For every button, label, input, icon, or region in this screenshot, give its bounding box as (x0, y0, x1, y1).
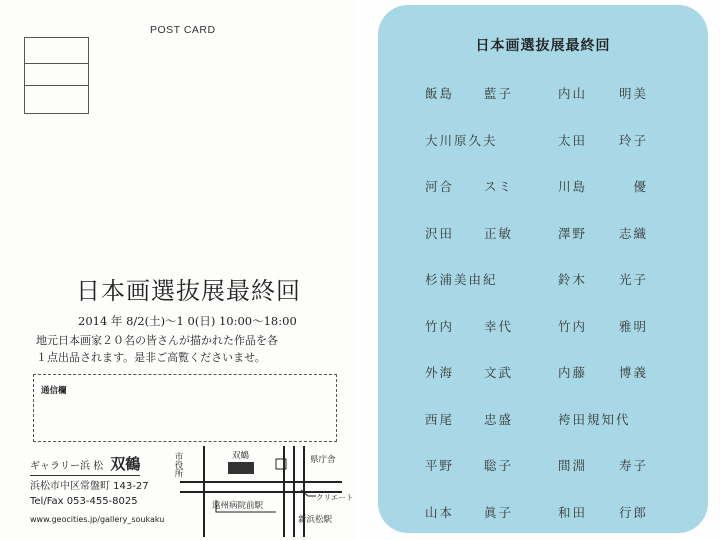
participant-given-name: 行郎 (618, 504, 648, 520)
participant-name (425, 363, 513, 381)
gallery-tel-fax: Tel/Fax 053-455-8025 (30, 495, 138, 507)
participant-given-name: 寿子 (618, 458, 648, 473)
access-map (173, 442, 354, 537)
participant-family-name: 内藤 (558, 365, 588, 380)
participant-name (558, 503, 648, 521)
participant-name (558, 131, 648, 149)
exhibition-dates: 2014 年 8/2(土)〜1 0(日) 10:00〜18:00 (78, 314, 297, 328)
participant-given-name: 明美 (618, 86, 648, 101)
gallery-marker (228, 462, 254, 474)
postal-code-box (24, 37, 89, 114)
description-line: １点出品されます。是非ご高覧くださいませ。 (36, 351, 266, 364)
participant-name (425, 224, 513, 242)
participant-given-name: 雅明 (618, 318, 648, 334)
map-label-soukaku: 双鶴 (232, 451, 250, 461)
map-label-station: 遠州病院前駅 (212, 501, 264, 511)
gallery-contact (30, 480, 149, 509)
participant-name (425, 84, 513, 102)
participant-given-name: 博義 (618, 365, 648, 380)
gallery-brand: 双鶴 (110, 455, 141, 473)
participant-name (558, 177, 648, 195)
participant-family-name: 竹内 (425, 318, 455, 334)
exhibition-description (36, 332, 336, 366)
participants-title: 日本画選抜展最終回 (475, 38, 611, 54)
map-label-create: クリエート (316, 493, 354, 502)
participant-name (425, 270, 513, 288)
map-label-pref-office: 県庁舎 (310, 455, 336, 465)
participant-family-name: 竹内 (558, 318, 588, 334)
participant-family-name: 鈴木 (558, 272, 588, 287)
participant-given-name: スミ (483, 179, 513, 194)
participant-name (558, 224, 648, 242)
postal-box-divider (25, 85, 88, 86)
description-line: 地元日本画家２０名の皆さんが描かれた作品を各 (36, 334, 278, 347)
participant-family-name: 澤野 (558, 225, 588, 241)
participant-given-name: 眞子 (483, 504, 513, 520)
participant-name (558, 410, 648, 428)
participant-family-name: 西尾 (425, 411, 455, 427)
postal-box-divider (25, 63, 88, 64)
participant-family-name: 和田 (558, 504, 588, 520)
participant-given-name: 玲子 (618, 132, 648, 148)
participant-given-name: 文武 (483, 365, 513, 380)
participant-name (558, 456, 648, 474)
participant-family-name: 外海 (425, 365, 455, 380)
postcard-address-side (0, 0, 358, 540)
participant-family-name: 飯島 (425, 86, 455, 101)
participant-given-name: 忠盛 (483, 411, 513, 427)
participant-given-name: 正敏 (483, 225, 513, 241)
participant-given-name: 光子 (618, 272, 648, 287)
gallery-name (30, 453, 140, 476)
gallery-url: www.geocities.jp/gallery_soukaku (30, 515, 165, 524)
participant-name (425, 503, 513, 521)
participant-family-name: 大川原久夫 (425, 132, 498, 148)
participant-name (425, 410, 513, 428)
participant-family-name: 山本 (425, 504, 455, 520)
gallery-address: 浜松市中区常盤町 143-27 (30, 481, 149, 492)
participant-family-name: 川島 (558, 179, 588, 194)
participant-name (558, 84, 648, 102)
participant-given-name: 志織 (618, 225, 648, 241)
participant-family-name: 杉浦美由紀 (425, 272, 498, 287)
participant-family-name: 内山 (558, 86, 588, 101)
participant-given-name: 優 (633, 179, 648, 194)
participant-family-name: 河合 (425, 179, 455, 194)
postcard-label: POST CARD (150, 24, 216, 36)
participant-name (425, 131, 513, 149)
participant-family-name: 太田 (558, 132, 588, 148)
participant-name (558, 363, 648, 381)
gallery-prefix: ギャラリー浜 松 (30, 461, 104, 472)
participant-given-name: 聡子 (483, 458, 513, 473)
participant-name (558, 317, 648, 335)
participant-name (425, 317, 513, 335)
participant-given-name: 幸代 (483, 318, 513, 334)
message-box (33, 374, 337, 442)
map-label-shin-hamamatsu: 新浜松駅 (298, 515, 333, 525)
participant-family-name: 袴田規知代 (558, 411, 631, 427)
participant-family-name: 間淵 (558, 458, 588, 473)
participant-given-name: 藍子 (483, 86, 513, 101)
participant-name (558, 270, 648, 288)
map-label-city-hall: 市役所 (173, 452, 183, 478)
message-label: 通信欄 (41, 386, 67, 396)
participant-family-name: 平野 (425, 458, 455, 473)
participant-name (425, 456, 513, 474)
participant-family-name: 沢田 (425, 225, 455, 241)
exhibition-title: 日本画選抜展最終回 (76, 277, 301, 305)
participant-name (425, 177, 513, 195)
